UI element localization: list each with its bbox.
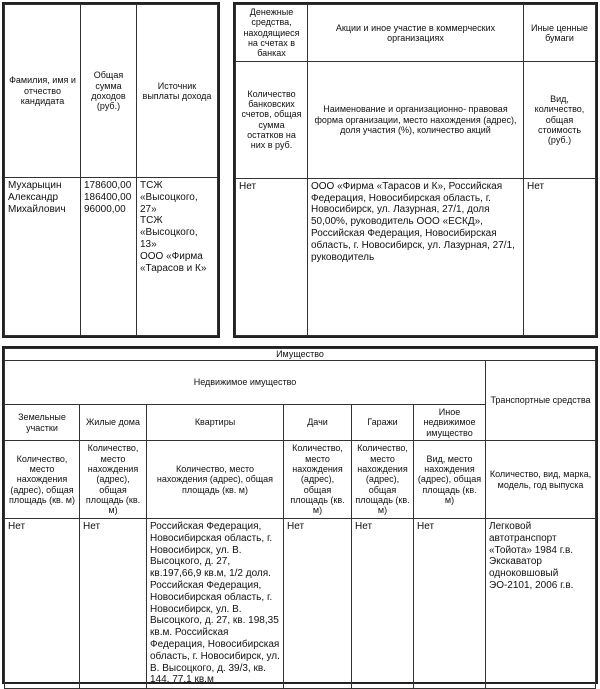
land-value: Нет bbox=[5, 519, 80, 689]
securities-group-header: Иные ценные бумаги bbox=[524, 5, 596, 62]
garages-value: Нет bbox=[352, 519, 414, 689]
income-table bbox=[2, 2, 220, 338]
securities-header: Вид, количество, общая стоимость (руб.) bbox=[524, 61, 596, 178]
candidate-name: Мухарыцин Александр Михайлович bbox=[5, 178, 81, 336]
income-value: 96000,00 bbox=[84, 203, 126, 215]
income-sources bbox=[137, 178, 218, 336]
money-value: Нет bbox=[236, 178, 308, 335]
transport-subheader: Количество, вид, марка, модель, год выпуска bbox=[486, 441, 596, 519]
income-value: 178600,00 bbox=[84, 180, 132, 191]
money-header: Количество банковских счетов, общая сумма остатков на них в руб. bbox=[236, 61, 308, 178]
garages-subheader: Количество, место нахождения (адрес), общая площадь (кв. м) bbox=[352, 441, 414, 519]
shares-value: ООО «Фирма «Тарасов и К», Российская Федерация, Новосибирская область, г. Новосибирск, ул. Лазурная, 27/1, доля 50,00%, руководитель ООО «ЕСКД», Российская Федерация, Новосибирская область, г. Новосибирск, ул. Лазурная, 27/1, руководитель bbox=[308, 178, 524, 335]
dachas-value: Нет bbox=[284, 519, 352, 689]
houses-value: Нет bbox=[80, 519, 147, 689]
flats-header: Квартиры bbox=[147, 405, 284, 441]
garages-header: Гаражи bbox=[352, 405, 414, 441]
property-table bbox=[2, 346, 598, 684]
houses-header: Жилые дома bbox=[80, 405, 147, 441]
houses-subheader: Количество, место нахождения (адрес), общая площадь (кв. м) bbox=[80, 441, 147, 519]
other-realty-subheader: Вид, место нахождения (адрес), общая площадь (кв. м) bbox=[414, 441, 486, 519]
dachas-header: Дачи bbox=[284, 405, 352, 441]
dachas-subheader: Количество, место нахождения (адрес), общая площадь (кв. м) bbox=[284, 441, 352, 519]
money-group-header: Денежные средства, находящиеся на счетах в банках bbox=[236, 5, 308, 62]
col-income-header: Общая сумма доходов (руб.) bbox=[81, 5, 137, 178]
land-subheader: Количество, место нахождения (адрес), общая площадь (кв. м) bbox=[5, 441, 80, 519]
income-values bbox=[81, 178, 137, 336]
flats-value: Российская Федерация, Новосибирская область, г. Новосибирск, ул. В. Высоцкого, д. 27, кв.197,66,9 кв.м, 1/2 доля. Российская Федерация, Новосибирская область, г. Новосибирск, ул. В. Высоцкого, д. 27, кв. 198,35 кв.м. Российская Федерация, Новосибирская область, г. Новосибирск, ул. В. Высоцкого, д. 39/3, кв. 144, 77,1 кв.м bbox=[147, 519, 284, 689]
other-realty-header: Иное недвижимое имущество bbox=[414, 405, 486, 441]
securities-value: Нет bbox=[524, 178, 596, 335]
property-title: Имущество bbox=[5, 349, 596, 361]
income-source: ТСЖ «Высоцкого, 13» bbox=[140, 215, 198, 250]
flats-subheader: Количество, место нахождения (адрес), общая площадь (кв. м) bbox=[147, 441, 284, 519]
assets-table bbox=[233, 2, 598, 338]
realty-group-header: Недвижимое имущество bbox=[5, 361, 486, 405]
other-realty-value: Нет bbox=[414, 519, 486, 689]
land-header: Земельные участки bbox=[5, 405, 80, 441]
shares-header: Наименование и организационно- правовая форма организации, место нахождения (адрес), доля участия (%), количество акций bbox=[308, 61, 524, 178]
transport-value: Легковой автотранспорт «Тойота» 1984 г.в. Экскаватор одноковшовый ЭО-2101, 2006 г.в. bbox=[486, 519, 596, 689]
shares-group-header: Акции и иное участие в коммерческих организациях bbox=[308, 5, 524, 62]
income-value: 186400,00 bbox=[84, 191, 132, 203]
income-source: ТСЖ «Высоцкого, 27» bbox=[140, 180, 198, 215]
col-name-header: Фамилия, имя и отчество кандидата bbox=[5, 5, 81, 178]
transport-group-header: Транспортные средства bbox=[486, 361, 596, 441]
income-source: ООО «Фирма «Тарасов и К» bbox=[140, 250, 207, 274]
col-source-header: Источник выплаты дохода bbox=[137, 5, 218, 178]
